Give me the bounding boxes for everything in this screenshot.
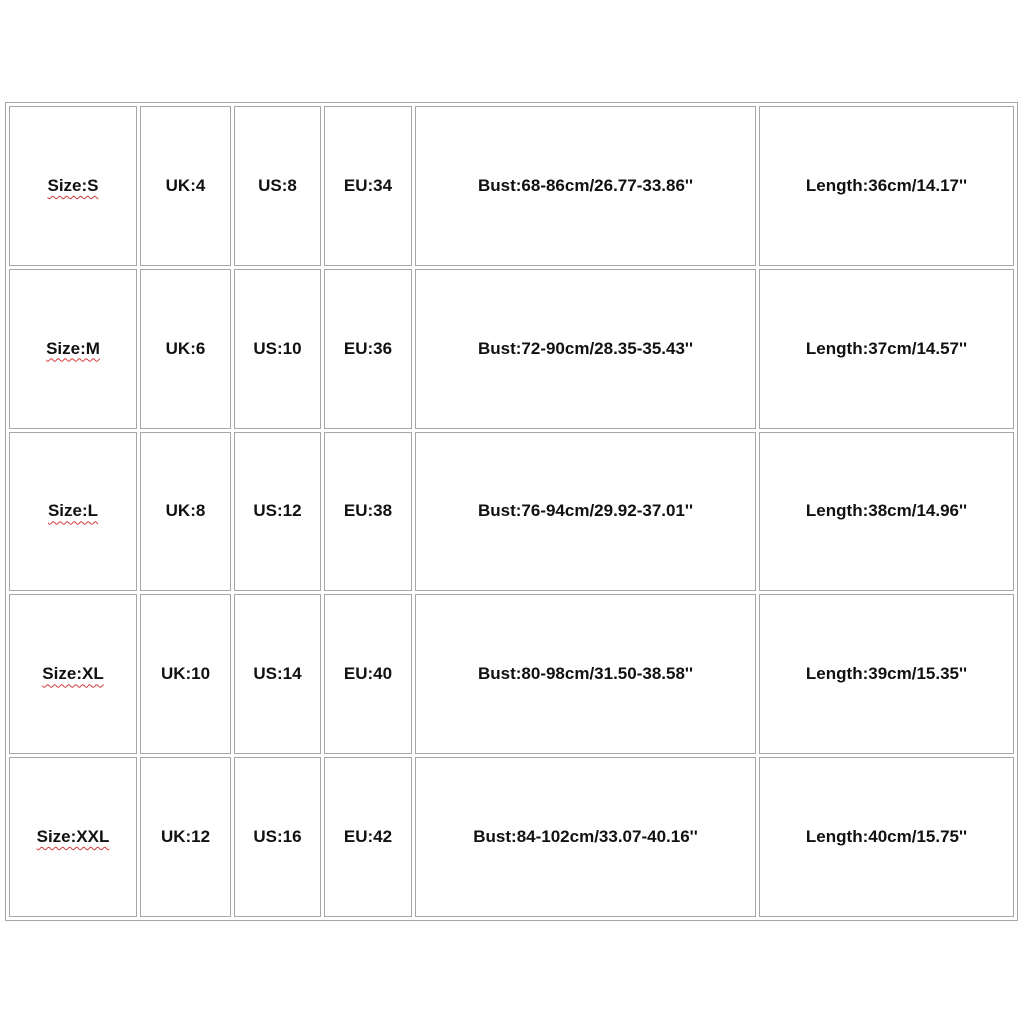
eu-size-cell: EU:36 (324, 269, 412, 429)
size-label: Size:M (46, 338, 100, 358)
length-cell: Length:39cm/15.35'' (759, 594, 1014, 754)
bust-cell: Bust:72-90cm/28.35-35.43'' (415, 269, 756, 429)
uk-size-cell: UK:4 (140, 106, 231, 266)
size-cell (9, 594, 137, 754)
size-cell (9, 757, 137, 917)
uk-size-cell: UK:6 (140, 269, 231, 429)
size-label: Size:XL (42, 664, 104, 684)
uk-size-cell: UK:12 (140, 757, 231, 917)
us-size-cell: US:8 (234, 106, 321, 266)
bust-cell: Bust:68-86cm/26.77-33.86'' (415, 106, 756, 266)
us-size-cell: US:16 (234, 757, 321, 917)
size-label: Size:XXL (36, 827, 110, 847)
table-row (9, 269, 1014, 429)
us-size-cell: US:14 (234, 594, 321, 754)
uk-size-cell: UK:8 (140, 432, 231, 592)
size-chart-table (5, 102, 1018, 921)
bust-cell: Bust:84-102cm/33.07-40.16'' (415, 757, 756, 917)
table-row (9, 594, 1014, 754)
length-cell: Length:40cm/15.75'' (759, 757, 1014, 917)
eu-size-cell: EU:38 (324, 432, 412, 592)
size-label: Size:L (47, 501, 99, 521)
us-size-cell: US:12 (234, 432, 321, 592)
table-row (9, 106, 1014, 266)
eu-size-cell: EU:42 (324, 757, 412, 917)
length-cell: Length:37cm/14.57'' (759, 269, 1014, 429)
eu-size-cell: EU:40 (324, 594, 412, 754)
size-label: Size:S (47, 175, 99, 195)
length-cell: Length:38cm/14.96'' (759, 432, 1014, 592)
size-cell (9, 269, 137, 429)
length-cell: Length:36cm/14.17'' (759, 106, 1014, 266)
table-row (9, 432, 1014, 592)
bust-cell: Bust:80-98cm/31.50-38.58'' (415, 594, 756, 754)
size-cell (9, 106, 137, 266)
uk-size-cell: UK:10 (140, 594, 231, 754)
us-size-cell: US:10 (234, 269, 321, 429)
table-row (9, 757, 1014, 917)
eu-size-cell: EU:34 (324, 106, 412, 266)
bust-cell: Bust:76-94cm/29.92-37.01'' (415, 432, 756, 592)
size-cell (9, 432, 137, 592)
